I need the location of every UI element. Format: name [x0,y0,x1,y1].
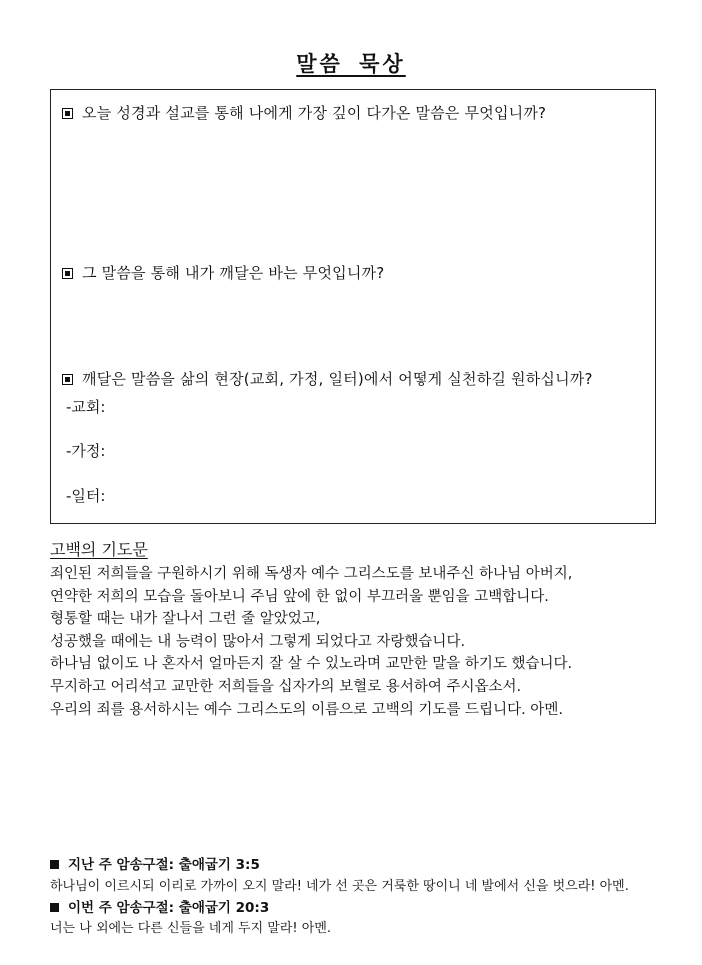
meditation-box [50,89,656,524]
prayer-body [50,563,680,721]
square-bullet-icon [62,108,73,119]
this-week-verse-text: 너는 나 외에는 다른 신들을 네게 두지 말라! 아멘. [50,921,332,936]
question-item [62,368,593,389]
prayer-line: 무지하고 어리석고 교만한 저희들을 십자가의 보혈로 용서하여 주시옵소서. [50,678,522,695]
last-week-verse-heading [50,853,260,873]
question-item [62,102,546,123]
prayer-line: 형통할 때는 내가 잘나서 그런 줄 알았었고, [50,611,321,628]
prayer-heading: 고백의 기도문 [50,540,148,559]
page-title [0,48,702,78]
prayer-line: 죄인된 저희들을 구원하시기 위해 독생자 예수 그리스도를 보내주신 하나님 아버지, [50,566,573,582]
field-work: -일터: [66,487,106,505]
square-bullet-icon [62,374,73,385]
prayer-line: 하나님 없이도 나 혼자서 얼마든지 잘 살 수 있노라며 교만한 말을 하기도 했습니다. [50,656,573,673]
field-home: -가정: [66,442,106,460]
square-bullet-icon [50,903,59,912]
question-item [62,262,384,283]
last-week-verse-text: 하나님이 이르시되 이리로 가까이 오지 말라! 네가 선 곳은 거룩한 땅이니 네 발에서 신을 벗으라! 아멘. [50,879,629,894]
this-week-verse-heading [50,896,269,916]
prayer-line: 연약한 저희의 모습을 돌아보니 주님 앞에 한 없이 부끄러울 뿐임을 고백합니다. [50,588,549,605]
prayer-line: 성공했을 때에는 내 능력이 많아서 그렇게 되었다고 자랑했습니다. [50,633,466,650]
square-bullet-icon [50,860,59,869]
question-text: 오늘 성경과 설교를 통해 나에게 가장 깊이 다가온 말씀은 무엇입니까? [82,104,547,122]
question-text: 그 말씀을 통해 내가 깨달은 바는 무엇입니까? [82,264,385,282]
square-bullet-icon [62,268,73,279]
prayer-line: 우리의 죄를 용서하시는 예수 그리스도의 이름으로 고백의 기도를 드립니다. 아멘. [50,701,563,718]
field-church: -교회: [66,398,106,416]
page-title-text: 말씀 묵상 [296,52,406,76]
question-text: 깨달은 말씀을 삶의 현장(교회, 가정, 일터)에서 어떻게 실천하길 원하십니까? [82,370,593,388]
verse-heading-text: 이번 주 암송구절: 출애굽기 20:3 [68,900,270,916]
verse-heading-text: 지난 주 암송구절: 출애굽기 3:5 [68,857,260,873]
